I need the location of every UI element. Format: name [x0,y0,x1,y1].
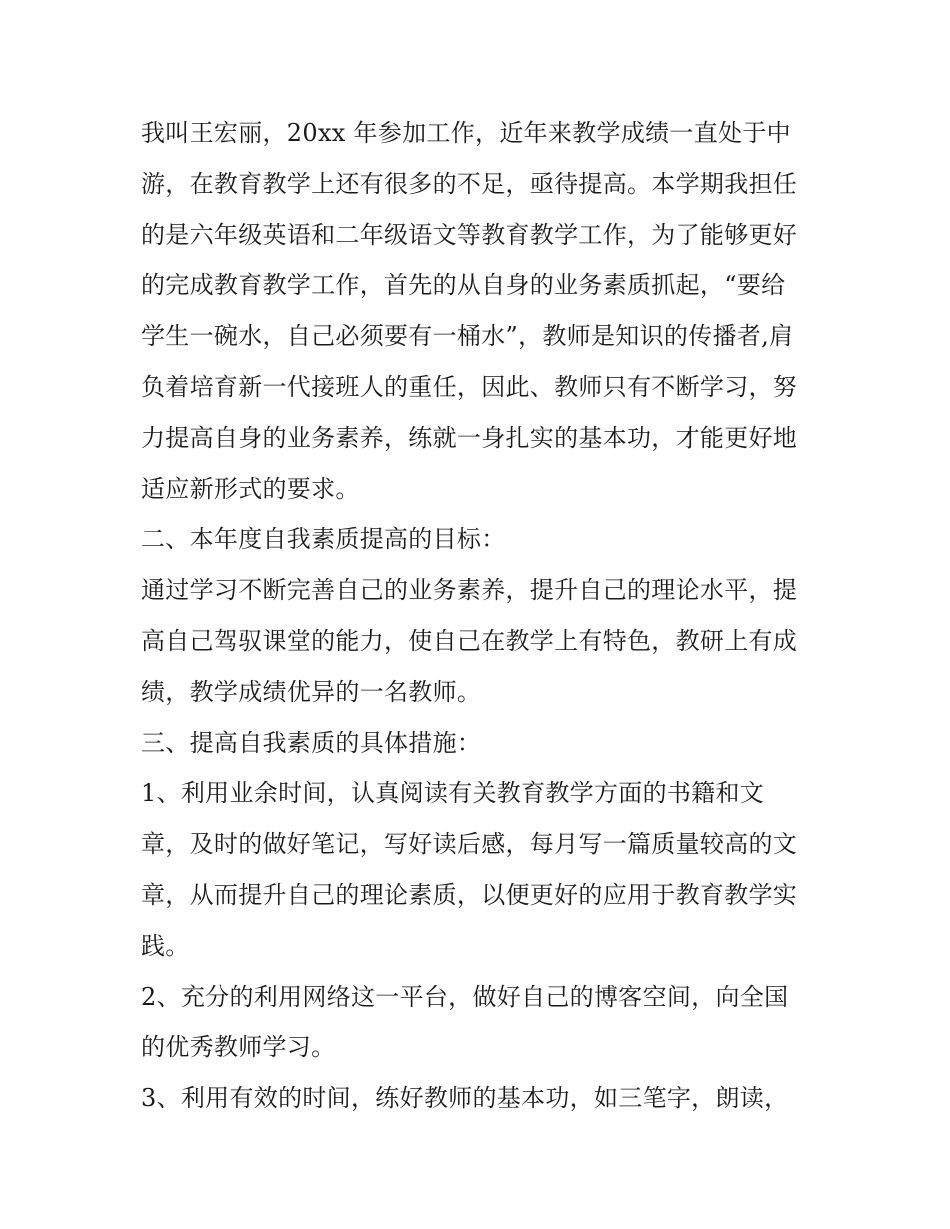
text-line: 学生一碗水，自己必须要有一桶水”，教师是知识的传播者,肩 [141,322,794,351]
list-item: 1、利用业余时间，认真阅读有关教育教学方面的书籍和文 [141,779,765,808]
list-item: 3、利用有效的时间，练好教师的基本功，如三笔字，朗读， [141,1084,789,1113]
text-line: 力提高自身的业务素养，练就一身扎实的基本功，才能更好地 [141,423,798,452]
text-line: 通过学习不断完善自己的业务素养，提升自己的理论水平，提 [141,576,798,605]
text-line: 践。 [141,931,190,960]
text-line: 高自己驾驭课堂的能力，使自己在教学上有特色，教研上有成 [141,626,798,655]
text-line: 的优秀教师学习。 [141,1033,336,1062]
section-heading: 二、本年度自我素质提高的目标： [141,525,506,554]
text-line: 的完成教育教学工作，首先的从自身的业务素质抓起，“要给 [141,271,786,300]
section-heading: 三、提高自我素质的具体措施： [141,728,482,757]
text-line: 适应新形式的要求。 [141,474,360,503]
document-body [141,108,821,1124]
text-line: 我叫王宏丽，20xx 年参加工作，近年来教学成绩一直处于中 [141,119,791,147]
text-line: 的是六年级英语和二年级语文等教育教学工作，为了能够更好 [141,220,798,249]
text-line: 章，从而提升自己的理论素质，以便更好的应用于教育教学实 [141,880,798,909]
text-line: 绩，教学成绩优异的一名教师。 [141,677,482,706]
text-line: 负着培育新一代接班人的重任，因此、教师只有不断学习，努 [141,372,798,401]
text-line: 游，在教育教学上还有很多的不足，亟待提高。本学期我担任 [141,169,798,198]
list-item: 2、充分的利用网络这一平台，做好自己的博客空间，向全国 [141,982,789,1011]
text-line: 章，及时的做好笔记，写好读后感，每月写一篇质量较高的文 [141,830,798,859]
